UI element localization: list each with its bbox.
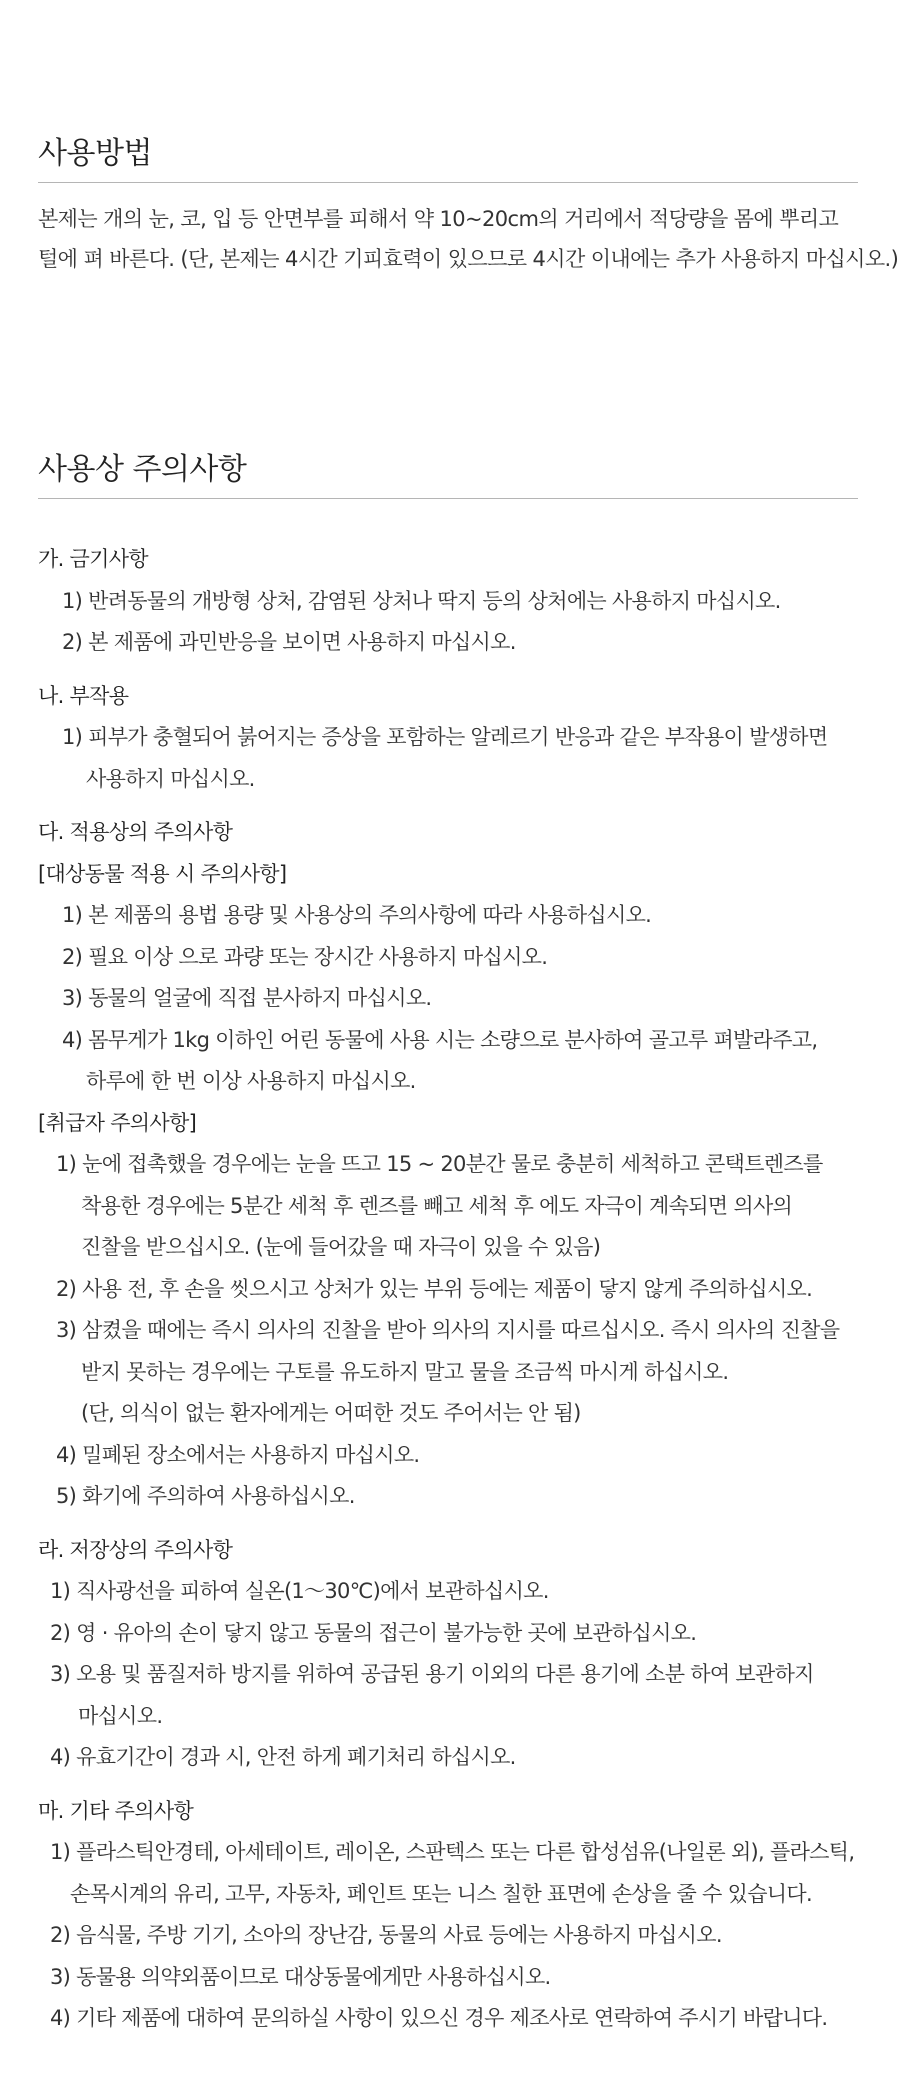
animal-application-subheading: [대상동물 적용 시 주의사항] xyxy=(38,861,287,886)
list-item: 4) 기타 제품에 대하여 문의하실 사항이 있으신 경우 제조사로 연락하여 주시기 바랍니다. xyxy=(50,2006,828,2030)
list-item: 3) 동물용 의약외품이므로 대상동물에게만 사용하십시오. xyxy=(50,1964,551,1989)
side-effects-heading: 나. 부작용 xyxy=(38,683,129,708)
other-heading: 마. 기타 주의사항 xyxy=(38,1798,194,1823)
list-item: 1) 직사광선을 피하여 실온(1～30℃)에서 보관하십시오. xyxy=(50,1579,549,1603)
list-item: 1) 본 제품의 용법 용량 및 사용상의 주의사항에 따라 사용하십시오. xyxy=(62,903,652,927)
list-item: 4) 유효기간이 경과 시, 안전 하게 폐기처리 하십시오. xyxy=(50,1745,516,1769)
list-item: 하루에 한 번 이상 사용하지 마십시오. xyxy=(86,1069,416,1093)
list-item: 받지 못하는 경우에는 구토를 유도하지 말고 물을 조금씩 마시게 하십시오. xyxy=(81,1359,729,1384)
list-item: 착용한 경우에는 5분간 세척 후 렌즈를 빼고 세척 후 에도 자극이 계속되면 의사의 xyxy=(81,1193,793,1218)
contraindications-heading: 가. 금기사항 xyxy=(38,547,148,571)
list-item: (단, 의식이 없는 환자에게는 어떠한 것도 주어서는 안 됨) xyxy=(81,1401,581,1425)
list-item: 5) 화기에 주의하여 사용하십시오. xyxy=(56,1484,355,1508)
list-item: 진찰을 받으십시오. (눈에 들어갔을 때 자극이 있을 수 있음) xyxy=(81,1235,601,1259)
storage-heading: 라. 저장상의 주의사항 xyxy=(38,1537,233,1562)
application-heading: 다. 적용상의 주의사항 xyxy=(38,820,233,844)
list-item: 3) 삼켰을 때에는 즉시 의사의 진찰을 받아 의사의 지시를 따르십시오. 즉시 의사의 진찰을 xyxy=(56,1318,840,1342)
usage-line: 털에 펴 바른다. (단, 본제는 4시간 기피효력이 있으므로 4시간 이내에는 추가 사용하지 마십시오.) xyxy=(38,247,899,271)
list-item: 2) 필요 이상 으로 과량 또는 장시간 사용하지 마십시오. xyxy=(62,944,548,969)
handler-subheading: [취급자 주의사항] xyxy=(38,1110,197,1135)
usage-text xyxy=(38,199,899,279)
list-item: 1) 플라스틱안경테, 아세테이트, 레이온, 스판텍스 또는 다른 합성섬유(나일론 외), 플라스틱, xyxy=(50,1840,855,1864)
usage-title: 사용방법 xyxy=(38,128,858,183)
precautions-title: 사용상 주의사항 xyxy=(38,444,858,499)
list-item: 손목시계의 유리, 고무, 자동차, 페인트 또는 니스 칠한 표면에 손상을 줄 수 있습니다. xyxy=(70,1881,812,1906)
list-item: 3) 동물의 얼굴에 직접 분사하지 마십시오. xyxy=(62,986,432,1010)
list-item: 2) 영 · 유아의 손이 닿지 않고 동물의 접근이 불가능한 곳에 보관하십시오. xyxy=(50,1620,697,1645)
list-item: 4) 밀폐된 장소에서는 사용하지 마십시오. xyxy=(56,1442,420,1467)
list-item: 3) 오용 및 품질저하 방지를 위하여 공급된 용기 이외의 다른 용기에 소분 하여 보관하지 xyxy=(50,1662,814,1686)
list-item: 1) 반려동물의 개방형 상처, 감염된 상처나 딱지 등의 상처에는 사용하지 마십시오. xyxy=(62,588,781,613)
list-item: 2) 사용 전, 후 손을 씻으시고 상처가 있는 부위 등에는 제품이 닿지 않게 주의하십시오. xyxy=(56,1276,813,1301)
usage-section xyxy=(38,128,899,279)
list-item: 1) 눈에 접촉했을 경우에는 눈을 뜨고 15 ~ 20분간 물로 충분히 세척하고 콘택트렌즈를 xyxy=(56,1152,823,1176)
list-item: 마십시오. xyxy=(78,1703,163,1728)
usage-line: 본제는 개의 눈, 코, 입 등 안면부를 피해서 약 10~20cm의 거리에서 적당량을 몸에 뿌리고 xyxy=(38,207,839,231)
precautions-section xyxy=(38,444,858,2040)
list-item: 4) 몸무게가 1kg 이하인 어린 동물에 사용 시는 소량으로 분사하여 골고루 펴발라주고, xyxy=(62,1027,818,1052)
list-item: 2) 음식물, 주방 기기, 소아의 장난감, 동물의 사료 등에는 사용하지 마십시오. xyxy=(50,1923,722,1947)
list-item: 사용하지 마십시오. xyxy=(86,766,255,791)
list-item: 2) 본 제품에 과민반응을 보이면 사용하지 마십시오. xyxy=(62,630,516,654)
list-item: 1) 피부가 충혈되어 붉어지는 증상을 포함하는 알레르기 반응과 같은 부작용이 발생하면 xyxy=(62,725,828,749)
